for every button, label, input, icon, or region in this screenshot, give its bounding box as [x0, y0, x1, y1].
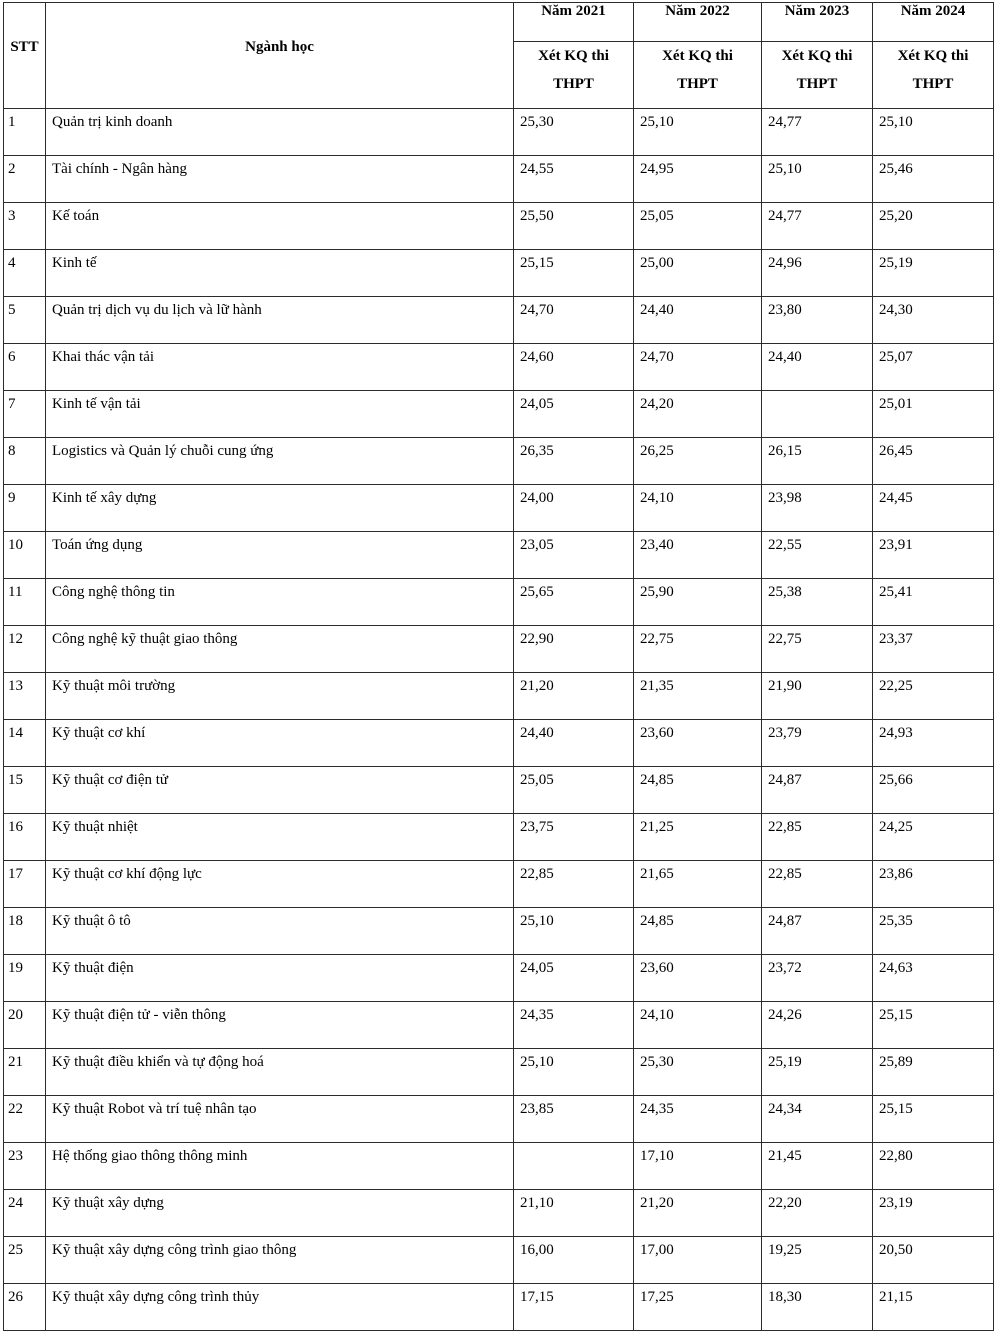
score-2022: 25,10 — [634, 109, 762, 156]
major-name: Tài chính - Ngân hàng — [46, 156, 514, 203]
score-2023: 18,30 — [762, 1284, 873, 1331]
score-2022: 17,10 — [634, 1143, 762, 1190]
major-name: Kỹ thuật điện tử - viễn thông — [46, 1002, 514, 1049]
row-number: 19 — [4, 955, 46, 1002]
row-number: 3 — [4, 203, 46, 250]
table-row — [4, 767, 994, 814]
score-2021: 22,85 — [514, 861, 634, 908]
row-number: 23 — [4, 1143, 46, 1190]
table-row — [4, 1284, 994, 1331]
table-row — [4, 626, 994, 673]
score-2022: 21,35 — [634, 673, 762, 720]
major-name: Kỹ thuật điện — [46, 955, 514, 1002]
table-row — [4, 438, 994, 485]
major-name: Logistics và Quản lý chuỗi cung ứng — [46, 438, 514, 485]
score-2024: 20,50 — [873, 1237, 994, 1284]
score-2022: 24,95 — [634, 156, 762, 203]
score-2024: 25,35 — [873, 908, 994, 955]
score-2024: 21,15 — [873, 1284, 994, 1331]
score-2024: 25,19 — [873, 250, 994, 297]
table-row — [4, 720, 994, 767]
score-2024: 25,15 — [873, 1096, 994, 1143]
score-2023: 26,15 — [762, 438, 873, 485]
score-2021: 25,05 — [514, 767, 634, 814]
major-name: Kỹ thuật điều khiển và tự động hoá — [46, 1049, 514, 1096]
major-name: Kinh tế xây dựng — [46, 485, 514, 532]
method-line2: THPT — [677, 76, 718, 92]
method-line2: THPT — [912, 76, 954, 92]
score-2021: 24,00 — [514, 485, 634, 532]
table-row — [4, 673, 994, 720]
score-2021: 21,10 — [514, 1190, 634, 1237]
score-2023: 21,90 — [762, 673, 873, 720]
score-2023: 21,45 — [762, 1143, 873, 1190]
score-2021: 24,60 — [514, 344, 634, 391]
score-2024: 25,10 — [873, 109, 994, 156]
score-2022: 23,40 — [634, 532, 762, 579]
score-2021: 23,85 — [514, 1096, 634, 1143]
header-method-2022 — [634, 42, 762, 109]
table-row — [4, 908, 994, 955]
score-2022: 24,70 — [634, 344, 762, 391]
row-number: 16 — [4, 814, 46, 861]
row-number: 4 — [4, 250, 46, 297]
row-number: 2 — [4, 156, 46, 203]
table-row — [4, 1096, 994, 1143]
score-2023: 25,10 — [762, 156, 873, 203]
score-2024: 25,01 — [873, 391, 994, 438]
score-2023: 24,87 — [762, 767, 873, 814]
table-row — [4, 861, 994, 908]
table-row — [4, 579, 994, 626]
row-number: 14 — [4, 720, 46, 767]
score-2021 — [514, 1143, 634, 1190]
row-number: 26 — [4, 1284, 46, 1331]
score-2024: 23,86 — [873, 861, 994, 908]
score-2021: 24,05 — [514, 955, 634, 1002]
row-number: 12 — [4, 626, 46, 673]
major-name: Quản trị kinh doanh — [46, 109, 514, 156]
score-2021: 24,35 — [514, 1002, 634, 1049]
header-year-2023: Năm 2023 — [762, 3, 873, 42]
score-2022: 17,25 — [634, 1284, 762, 1331]
score-2024: 22,80 — [873, 1143, 994, 1190]
score-2021: 24,70 — [514, 297, 634, 344]
score-2023: 24,77 — [762, 203, 873, 250]
score-2021: 22,90 — [514, 626, 634, 673]
table-row — [4, 1143, 994, 1190]
score-2022: 24,10 — [634, 1002, 762, 1049]
table-row — [4, 344, 994, 391]
header-major: Ngành học — [46, 3, 514, 109]
score-2024: 24,30 — [873, 297, 994, 344]
table-row — [4, 297, 994, 344]
table-row — [4, 532, 994, 579]
score-2022: 24,20 — [634, 391, 762, 438]
row-number: 15 — [4, 767, 46, 814]
score-2022: 17,00 — [634, 1237, 762, 1284]
major-name: Kinh tế vận tải — [46, 391, 514, 438]
row-number: 5 — [4, 297, 46, 344]
score-2023: 24,77 — [762, 109, 873, 156]
score-2023: 23,80 — [762, 297, 873, 344]
score-2024: 23,19 — [873, 1190, 994, 1237]
score-2024: 24,93 — [873, 720, 994, 767]
score-2023: 24,40 — [762, 344, 873, 391]
score-2022: 24,85 — [634, 767, 762, 814]
score-2024: 23,91 — [873, 532, 994, 579]
major-name: Kỹ thuật xây dựng — [46, 1190, 514, 1237]
score-2023: 23,72 — [762, 955, 873, 1002]
row-number: 25 — [4, 1237, 46, 1284]
major-name: Khai thác vận tải — [46, 344, 514, 391]
table-row — [4, 1190, 994, 1237]
score-2023: 24,96 — [762, 250, 873, 297]
table-row — [4, 485, 994, 532]
score-2023: 24,34 — [762, 1096, 873, 1143]
row-number: 7 — [4, 391, 46, 438]
row-number: 8 — [4, 438, 46, 485]
method-line2: THPT — [553, 76, 594, 92]
row-number: 24 — [4, 1190, 46, 1237]
score-2021: 25,10 — [514, 908, 634, 955]
score-2024: 24,45 — [873, 485, 994, 532]
table-row — [4, 203, 994, 250]
score-2024: 22,25 — [873, 673, 994, 720]
major-name: Kỹ thuật ô tô — [46, 908, 514, 955]
score-2022: 21,25 — [634, 814, 762, 861]
score-2021: 24,05 — [514, 391, 634, 438]
score-2021: 25,50 — [514, 203, 634, 250]
row-number: 18 — [4, 908, 46, 955]
header-year-2021: Năm 2021 — [514, 3, 634, 42]
score-2023: 22,85 — [762, 814, 873, 861]
score-2023: 23,79 — [762, 720, 873, 767]
row-number: 21 — [4, 1049, 46, 1096]
score-2023: 19,25 — [762, 1237, 873, 1284]
row-number: 10 — [4, 532, 46, 579]
major-name: Kỹ thuật cơ khí động lực — [46, 861, 514, 908]
score-2023: 23,98 — [762, 485, 873, 532]
score-2023 — [762, 391, 873, 438]
header-method-2021 — [514, 42, 634, 109]
major-name: Toán ứng dụng — [46, 532, 514, 579]
score-2023: 22,55 — [762, 532, 873, 579]
major-name: Hệ thống giao thông thông minh — [46, 1143, 514, 1190]
major-name: Kinh tế — [46, 250, 514, 297]
table-row — [4, 1002, 994, 1049]
score-2023: 22,85 — [762, 861, 873, 908]
table-row — [4, 814, 994, 861]
score-2024: 25,46 — [873, 156, 994, 203]
score-2024: 25,89 — [873, 1049, 994, 1096]
row-number: 1 — [4, 109, 46, 156]
table-row — [4, 1237, 994, 1284]
header-method-2024 — [873, 42, 994, 109]
row-number: 17 — [4, 861, 46, 908]
score-2023: 22,75 — [762, 626, 873, 673]
row-number: 6 — [4, 344, 46, 391]
score-2022: 21,65 — [634, 861, 762, 908]
table-row — [4, 250, 994, 297]
table-row — [4, 109, 994, 156]
score-2024: 25,07 — [873, 344, 994, 391]
score-2022: 26,25 — [634, 438, 762, 485]
header-row-years — [4, 3, 994, 42]
score-2021: 25,10 — [514, 1049, 634, 1096]
row-number: 11 — [4, 579, 46, 626]
score-2021: 26,35 — [514, 438, 634, 485]
score-2024: 25,20 — [873, 203, 994, 250]
score-2021: 21,20 — [514, 673, 634, 720]
table-header — [4, 3, 994, 109]
major-name: Kỹ thuật xây dựng công trình giao thông — [46, 1237, 514, 1284]
row-number: 20 — [4, 1002, 46, 1049]
major-name: Quản trị dịch vụ du lịch và lữ hành — [46, 297, 514, 344]
score-2023: 22,20 — [762, 1190, 873, 1237]
score-2024: 26,45 — [873, 438, 994, 485]
header-year-2024: Năm 2024 — [873, 3, 994, 42]
score-2023: 25,19 — [762, 1049, 873, 1096]
score-2021: 16,00 — [514, 1237, 634, 1284]
score-2022: 24,40 — [634, 297, 762, 344]
major-name: Kỹ thuật cơ điện tử — [46, 767, 514, 814]
table-row — [4, 1049, 994, 1096]
method-line2: THPT — [796, 76, 838, 92]
score-2021: 23,75 — [514, 814, 634, 861]
major-name: Kỹ thuật cơ khí — [46, 720, 514, 767]
row-number: 9 — [4, 485, 46, 532]
score-2022: 24,85 — [634, 908, 762, 955]
score-2024: 25,66 — [873, 767, 994, 814]
score-2022: 21,20 — [634, 1190, 762, 1237]
score-2023: 24,87 — [762, 908, 873, 955]
method-line1: Xét KQ thi — [781, 48, 853, 64]
major-name: Kỹ thuật môi trường — [46, 673, 514, 720]
header-method-2023 — [762, 42, 873, 109]
header-year-2022: Năm 2022 — [634, 3, 762, 42]
score-2023: 25,38 — [762, 579, 873, 626]
row-number: 13 — [4, 673, 46, 720]
table-row — [4, 156, 994, 203]
score-2024: 23,37 — [873, 626, 994, 673]
score-2022: 25,05 — [634, 203, 762, 250]
score-2022: 22,75 — [634, 626, 762, 673]
admission-score-table — [3, 2, 994, 1331]
method-line1: Xét KQ thi — [897, 48, 969, 64]
score-2022: 23,60 — [634, 955, 762, 1002]
major-name: Công nghệ kỹ thuật giao thông — [46, 626, 514, 673]
row-number: 22 — [4, 1096, 46, 1143]
score-2021: 25,65 — [514, 579, 634, 626]
score-2022: 25,90 — [634, 579, 762, 626]
table-row — [4, 391, 994, 438]
score-2021: 23,05 — [514, 532, 634, 579]
score-2024: 24,25 — [873, 814, 994, 861]
score-2024: 25,15 — [873, 1002, 994, 1049]
score-2022: 25,00 — [634, 250, 762, 297]
score-2021: 24,40 — [514, 720, 634, 767]
major-name: Kế toán — [46, 203, 514, 250]
method-line1: Xét KQ thi — [538, 48, 609, 64]
major-name: Kỹ thuật nhiệt — [46, 814, 514, 861]
score-2023: 24,26 — [762, 1002, 873, 1049]
score-2021: 24,55 — [514, 156, 634, 203]
score-2021: 25,15 — [514, 250, 634, 297]
table-row — [4, 955, 994, 1002]
score-2024: 24,63 — [873, 955, 994, 1002]
score-2021: 17,15 — [514, 1284, 634, 1331]
score-2022: 23,60 — [634, 720, 762, 767]
method-line1: Xét KQ thi — [662, 48, 733, 64]
score-2021: 25,30 — [514, 109, 634, 156]
header-stt: STT — [4, 3, 46, 109]
major-name: Công nghệ thông tin — [46, 579, 514, 626]
score-2022: 24,10 — [634, 485, 762, 532]
score-2022: 24,35 — [634, 1096, 762, 1143]
major-name: Kỹ thuật xây dựng công trình thủy — [46, 1284, 514, 1331]
score-2022: 25,30 — [634, 1049, 762, 1096]
table-body — [4, 109, 994, 1331]
score-2024: 25,41 — [873, 579, 994, 626]
major-name: Kỹ thuật Robot và trí tuệ nhân tạo — [46, 1096, 514, 1143]
